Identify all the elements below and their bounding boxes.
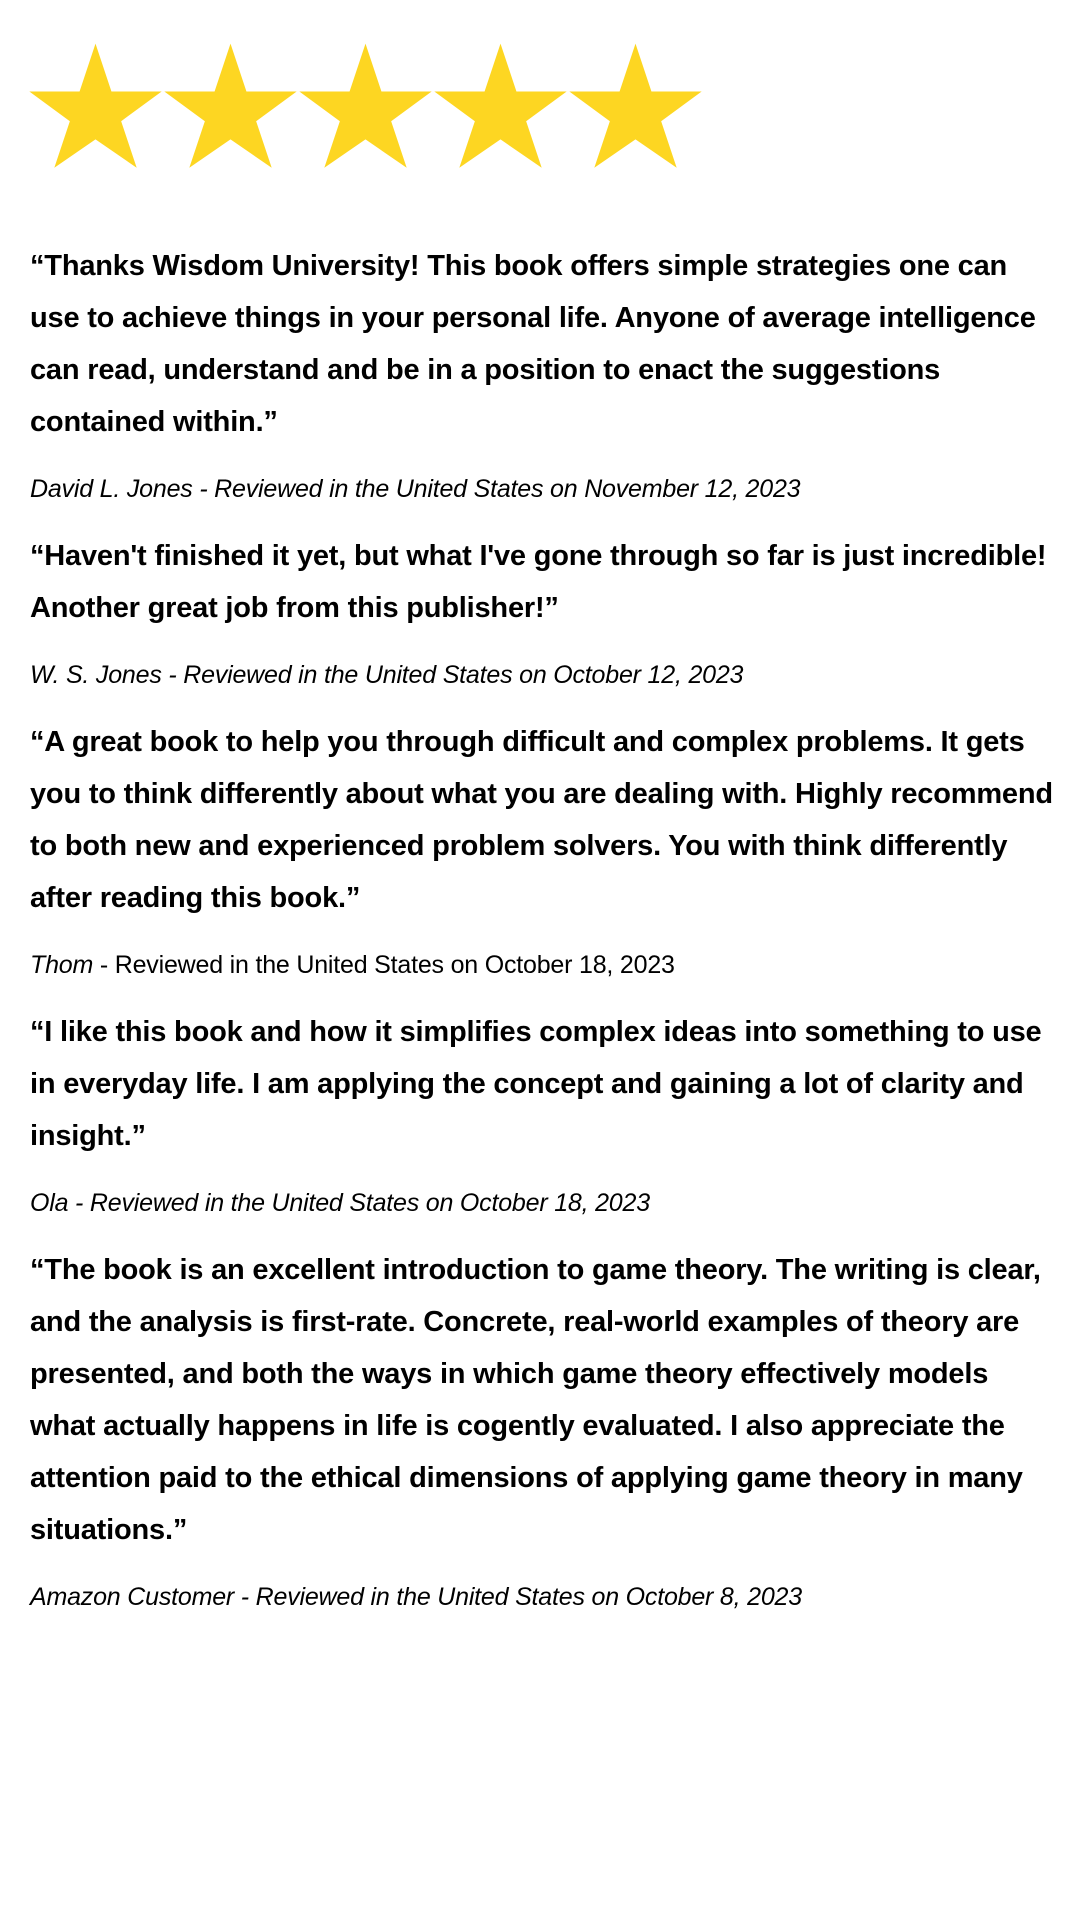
review-item	[30, 1244, 1060, 1614]
review-attribution: Amazon Customer - Reviewed in the United States on October 8, 2023	[30, 1583, 802, 1611]
review-quote: “A great book to help you through difficult and complex problems. It gets you to think differently about what you are dealing with. Highly recommend to both new and experienced problem solvers. You with think differently after reading this book.”	[30, 726, 1053, 914]
review-item	[30, 716, 1060, 982]
review-item	[30, 1006, 1060, 1220]
review-quote: “The book is an excellent introduction to game theory. The writing is clear, and the analysis is first-rate. Concrete, real-world examples of theory are presented, and both the ways in which game theory effectively models what actually happens in life is cogently evaluated. I also appreciate the attention paid to the ethical dimensions of applying game theory in many situations.”	[30, 1254, 1041, 1546]
review-attribution: David L. Jones - Reviewed in the United States on November 12, 2023	[30, 475, 801, 503]
review-quote: “Thanks Wisdom University! This book offers simple strategies one can use to achieve things in your personal life. Anyone of average intelligence can read, understand and be in a position to enact the suggestions contained within.”	[30, 250, 1036, 438]
star-rating	[28, 40, 1060, 180]
review-attribution: Ola - Reviewed in the United States on October 18, 2023	[30, 1189, 650, 1217]
reviewer-name: Thom	[30, 951, 94, 979]
review-list	[30, 240, 1060, 1614]
review-quote: “Haven't finished it yet, but what I've gone through so far is just incredible! Another great job from this publisher!”	[30, 540, 1047, 624]
star-icon	[568, 40, 703, 170]
review-meta: - Reviewed in the United States on October 18, 2023	[93, 951, 675, 979]
review-page	[30, 40, 1060, 1638]
star-icon	[298, 40, 433, 170]
star-icon	[433, 40, 568, 170]
star-icon	[28, 40, 163, 170]
review-attribution: W. S. Jones - Reviewed in the United States on October 12, 2023	[30, 661, 744, 689]
review-attribution	[30, 948, 1060, 982]
review-quote: “I like this book and how it simplifies complex ideas into something to use in everyday life. I am applying the concept and gaining a lot of clarity and insight.”	[30, 1016, 1042, 1152]
review-item	[30, 530, 1060, 692]
star-icon	[163, 40, 298, 170]
review-item	[30, 240, 1060, 506]
